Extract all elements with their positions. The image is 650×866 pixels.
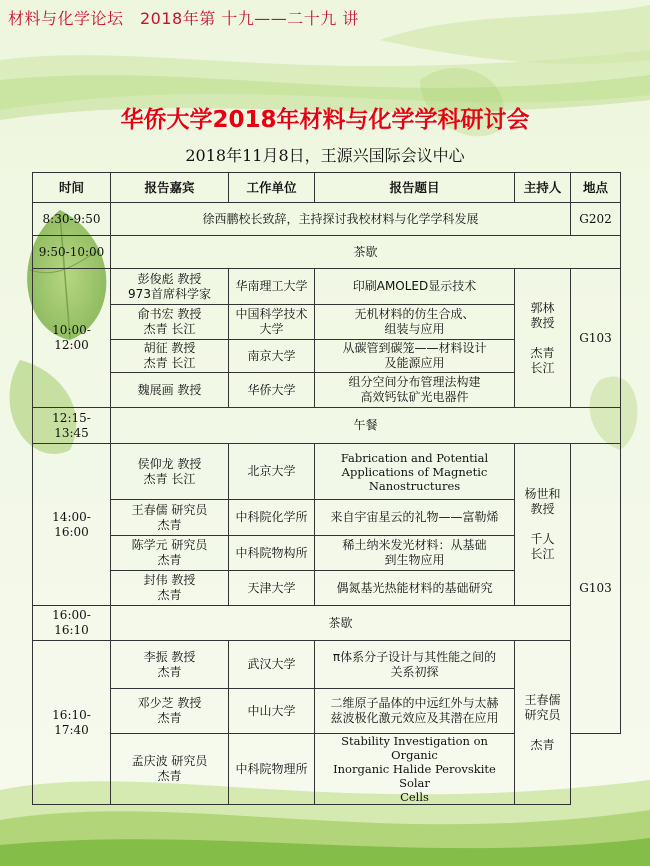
talk-title: 组分空间分布管理法构建 高效钙钛矿光电器件: [315, 373, 515, 408]
talk-title: 偶氮基光热能材料的基础研究: [315, 571, 515, 606]
unit-cell: 北京大学: [229, 444, 315, 500]
unit-cell: 南京大学: [229, 340, 315, 373]
col-header-speaker: 报告嘉宾: [111, 173, 229, 203]
schedule-table: [32, 172, 621, 805]
speaker-cell: 封伟 教授 杰青: [111, 571, 229, 606]
talk-title: 无机材料的仿生合成、 组装与应用: [315, 305, 515, 340]
table-row: [33, 269, 621, 305]
talk-title: 二维原子晶体的中远红外与太赫 兹波极化激元效应及其潜在应用: [315, 689, 515, 734]
location-cell: G103: [571, 269, 621, 408]
table-row: [33, 236, 621, 269]
col-header-unit: 工作单位: [229, 173, 315, 203]
col-header-location: 地点: [571, 173, 621, 203]
table-row: [33, 606, 621, 641]
event-date-venue: 2018年11月8日，王源兴国际会议中心: [185, 146, 465, 165]
unit-cell: 中科院物理所: [229, 734, 315, 805]
talk-title: Fabrication and Potential Applications of Magnetic Nanostructures: [315, 444, 515, 500]
table-row: [33, 203, 621, 236]
host-cell: 杨世和 教授 千人 长江: [515, 444, 571, 606]
unit-cell: 中科院化学所: [229, 500, 315, 536]
host-cell: 王春儒 研究员 杰青: [515, 641, 571, 805]
host-cell: 郭林 教授 杰青 长江: [515, 269, 571, 408]
speaker-cell: 王春儒 研究员 杰青: [111, 500, 229, 536]
time-cell: 12:15-13:45: [33, 408, 111, 444]
table-row: [33, 408, 621, 444]
table-row: [33, 444, 621, 500]
unit-cell: 中科院物构所: [229, 536, 315, 571]
location-cell: G103: [571, 444, 621, 734]
col-header-time: 时间: [33, 173, 111, 203]
table-row: [33, 641, 621, 689]
time-cell: 10:00-12:00: [33, 269, 111, 408]
unit-cell: 天津大学: [229, 571, 315, 606]
time-cell: 16:00-16:10: [33, 606, 111, 641]
unit-cell: 中国科学技术大学: [229, 305, 315, 340]
col-header-host: 主持人: [515, 173, 571, 203]
unit-cell: 华南理工大学: [229, 269, 315, 305]
speaker-cell: 邓少芝 教授 杰青: [111, 689, 229, 734]
talk-title: 印刷AMOLED显示技术: [315, 269, 515, 305]
opening-remarks: 徐西鹏校长致辞，主持探讨我校材料与化学学科发展: [111, 203, 571, 236]
speaker-cell: 魏展画 教授: [111, 373, 229, 408]
speaker-cell: 李振 教授 杰青: [111, 641, 229, 689]
unit-cell: 华侨大学: [229, 373, 315, 408]
time-cell: 8:30-9:50: [33, 203, 111, 236]
speaker-cell: 俞书宏 教授 杰青 长江: [111, 305, 229, 340]
speaker-cell: 陈学元 研究员 杰青: [111, 536, 229, 571]
table-header-row: [33, 173, 621, 203]
location-cell: G202: [571, 203, 621, 236]
speaker-cell: 侯仰龙 教授 杰青 长江: [111, 444, 229, 500]
speaker-cell: 胡征 教授 杰青 长江: [111, 340, 229, 373]
talk-title: Stability Investigation on Organic Inorganic Halide Perovskite Solar Cells: [315, 734, 515, 805]
speaker-honor: 973首席科学家: [128, 286, 211, 301]
talk-title: 来自宇宙星云的礼物——富勒烯: [315, 500, 515, 536]
tea-break: 茶歇: [111, 236, 621, 269]
speaker-cell: 孟庆波 研究员 杰青: [111, 734, 229, 805]
lunch-break: 午餐: [111, 408, 621, 444]
unit-cell: 中山大学: [229, 689, 315, 734]
talk-title: π体系分子设计与其性能之间的 关系初探: [315, 641, 515, 689]
time-cell: 9:50-10:00: [33, 236, 111, 269]
talk-title: 稀土纳米发光材料：从基础 到生物应用: [315, 536, 515, 571]
tea-break: 茶歇: [111, 606, 571, 641]
forum-series-header: 材料与化学论坛 2018年第 十九——二十九 讲: [8, 9, 359, 28]
time-cell: 14:00-16:00: [33, 444, 111, 606]
time-cell: 16:10-17:40: [33, 641, 111, 805]
unit-cell: 武汉大学: [229, 641, 315, 689]
page-title: 华侨大学2018年材料与化学学科研讨会: [120, 107, 530, 133]
speaker-cell: [111, 269, 229, 305]
speaker-name: 彭俊彪 教授: [137, 271, 202, 286]
col-header-title: 报告题目: [315, 173, 515, 203]
talk-title: 从碳管到碳笼——材料设计 及能源应用: [315, 340, 515, 373]
